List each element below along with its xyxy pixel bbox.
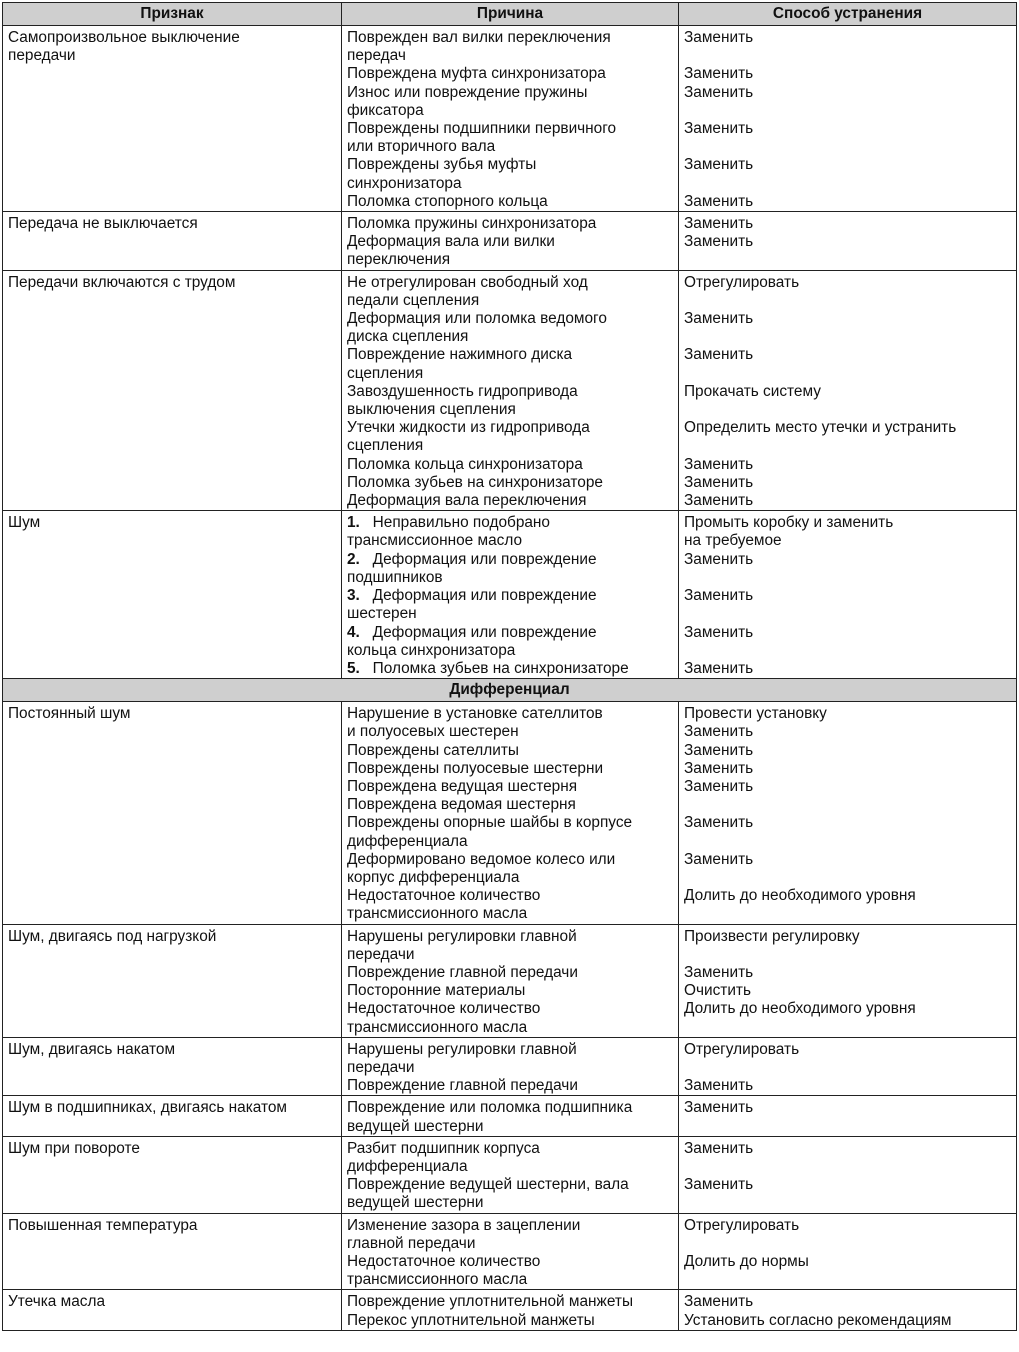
troubleshooting-sheet <box>2 2 1016 1331</box>
remedy-line: Заменить <box>684 659 754 677</box>
cause-line: или вторичного вала <box>347 138 496 156</box>
cause-line: диска сцепления <box>347 328 469 346</box>
remedy-line: Заменить <box>684 492 754 510</box>
remedy-line: Заменить <box>684 741 754 759</box>
remedy-line <box>684 1019 1011 1037</box>
cause-line <box>347 642 673 660</box>
symptom-line: Самопроизвольное выключение <box>8 29 240 46</box>
cause-line: Повреждены зубья муфты <box>347 156 537 174</box>
remedy-line: Заменить <box>684 120 754 138</box>
cause-text: Деформация или повреждение <box>372 623 597 641</box>
cause-line: Повреждены полуосевые шестерни <box>347 759 604 777</box>
symptom-cell <box>3 1136 342 1213</box>
table-body <box>3 26 1017 1331</box>
remedy-line: Установить согласно рекомендациям <box>684 1311 952 1329</box>
symptom-cell <box>3 1213 342 1290</box>
cause-text: Деформация или повреждение <box>372 550 597 568</box>
cause-line: Повреждение или поломка подшипника <box>347 1099 633 1117</box>
section-title: Дифференциал <box>3 679 1017 702</box>
symptom-line: Шум в подшипниках, двигаясь накатом <box>8 1099 288 1117</box>
remedy-line: Отрегулировать <box>684 273 800 291</box>
cause-text: шестерен <box>347 605 417 623</box>
symptom-cell <box>3 1037 342 1096</box>
cause-line: переключения <box>347 251 451 269</box>
remedy-line: Заменить <box>684 1176 754 1194</box>
symptom-cell <box>3 924 342 1037</box>
remedy-line: Долить до нормы <box>684 1253 809 1270</box>
table-row <box>3 924 1017 1037</box>
remedy-line: Заменить <box>684 623 754 641</box>
cause-text: Деформация или повреждение <box>372 587 597 605</box>
cause-line: Повреждены подшипники первичного <box>347 120 617 138</box>
remedy-line: Прокачать систему <box>684 382 821 400</box>
cause-text: кольца синхронизатора <box>347 641 516 659</box>
cause-line: трансмиссионного масла <box>347 1271 528 1289</box>
remedy-line: Заменить <box>684 963 754 981</box>
symptom-cell <box>3 1290 342 1330</box>
remedy-line: Заменить <box>684 156 754 174</box>
remedy-line: Заменить <box>684 1099 754 1117</box>
remedy-cell <box>679 1213 1017 1290</box>
cause-line: синхронизатора <box>347 174 462 192</box>
remedy-cell <box>679 511 1017 679</box>
cause-cell <box>342 1096 679 1136</box>
cause-line: передачи <box>347 945 415 963</box>
cause-line <box>347 514 673 532</box>
symptom-line: Шум, двигаясь накатом <box>8 1040 176 1058</box>
cause-line: сцепления <box>347 364 424 382</box>
cause-cell <box>342 1037 679 1096</box>
symptom-line: Повышенная температура <box>8 1216 198 1234</box>
cause-line: Повреждение главной передачи <box>347 963 578 981</box>
remedy-line <box>684 1194 1011 1212</box>
cause-line <box>347 532 673 550</box>
remedy-line <box>684 175 1011 193</box>
cause-line: трансмиссионного масла <box>347 1018 528 1036</box>
cause-line: трансмиссионного масла <box>347 905 528 923</box>
remedy-line: на требуемое <box>684 532 782 550</box>
cause-line <box>347 605 673 623</box>
symptom-cell <box>3 270 342 511</box>
remedy-line: Заменить <box>684 1139 754 1157</box>
remedy-cell <box>679 924 1017 1037</box>
symptom-line: передачи <box>8 47 76 65</box>
remedy-line <box>684 365 1011 383</box>
symptom-cell <box>3 212 342 271</box>
cause-line: передач <box>347 47 406 65</box>
cause-text: трансмиссионное масло <box>347 532 523 550</box>
cause-line: Утечки жидкости из гидропривода <box>347 419 590 437</box>
remedy-line <box>684 833 1011 851</box>
remedy-line: Заменить <box>684 65 754 83</box>
cause-cell <box>342 511 679 679</box>
cause-line: Поломка пружины синхронизатора <box>347 215 597 233</box>
cause-line: Нарушение в установке сателлитов <box>347 705 603 723</box>
remedy-line: Произвести регулировку <box>684 927 860 945</box>
cause-line <box>347 569 673 587</box>
remedy-line <box>684 946 1011 964</box>
cause-line: Повреждены опорные шайбы в корпусе <box>347 814 633 832</box>
cause-line: Деформация или поломка ведомого <box>347 310 607 328</box>
table-row <box>3 1136 1017 1213</box>
cause-line: дифференциала <box>347 832 468 850</box>
cause-line: Нарушены регулировки главной <box>347 1040 577 1058</box>
remedy-line: Заменить <box>684 346 754 364</box>
remedy-line: Долить до необходимого уровня <box>684 1000 916 1018</box>
cause-line: выключения сцепления <box>347 401 516 419</box>
remedy-line: Заменить <box>684 192 754 210</box>
cause-line: Повреждение ведущей шестерни, вала <box>347 1176 629 1194</box>
cause-text: Неправильно подобрано <box>372 514 550 532</box>
remedy-line: Отрегулировать <box>684 1216 800 1234</box>
cause-text: Поломка зубьев на синхронизаторе <box>372 659 629 677</box>
cause-cell <box>342 1290 679 1330</box>
cause-cell <box>342 702 679 924</box>
table-row <box>3 270 1017 511</box>
cause-line: Посторонние материалы <box>347 982 526 1000</box>
cause-number: 2. <box>347 550 360 568</box>
remedy-cell <box>679 270 1017 511</box>
cause-cell <box>342 270 679 511</box>
symptom-line: Передачи включаются с трудом <box>8 273 236 291</box>
cause-line <box>347 624 673 642</box>
cause-line: Разбит подшипник корпуса <box>347 1139 540 1157</box>
remedy-cell <box>679 212 1017 271</box>
cause-line: и полуосевых шестерен <box>347 723 519 741</box>
table-row <box>3 1213 1017 1290</box>
table-row <box>3 1037 1017 1096</box>
cause-line: Деформировано ведомое колесо или <box>347 850 616 868</box>
symptom-line: Постоянный шум <box>8 705 131 723</box>
remedy-cell <box>679 702 1017 924</box>
remedy-line <box>684 869 1011 887</box>
table-row <box>3 511 1017 679</box>
remedy-line <box>684 47 1011 65</box>
cause-line: Повреждена муфта синхронизатора <box>347 65 606 83</box>
cause-line: Поломка стопорного кольца <box>347 192 548 210</box>
remedy-line: Заменить <box>684 1077 754 1095</box>
cause-line: Завоздушенность гидропривода <box>347 382 578 400</box>
cause-line: Нарушены регулировки главной <box>347 927 577 945</box>
remedy-cell <box>679 1096 1017 1136</box>
symptom-line: Утечка масла <box>8 1293 106 1311</box>
cause-cell <box>342 1136 679 1213</box>
symptom-cell <box>3 1096 342 1136</box>
cause-cell <box>342 212 679 271</box>
cause-number: 1. <box>347 514 360 532</box>
remedy-line: Заменить <box>684 723 754 741</box>
cause-line: Повреждение нажимного диска <box>347 346 573 364</box>
remedy-line <box>684 1235 1011 1253</box>
symptom-line: Шум <box>8 514 41 532</box>
header-cause: Причина <box>342 3 679 26</box>
remedy-line: Долить до необходимого уровня <box>684 887 916 905</box>
remedy-cell <box>679 26 1017 212</box>
cause-line: Не отрегулирован свободный ход <box>347 273 588 291</box>
header-row <box>3 3 1017 26</box>
cause-line: Недостаточное количество <box>347 1253 541 1270</box>
symptom-cell <box>3 511 342 679</box>
remedy-line: Заменить <box>684 473 754 491</box>
remedy-line <box>684 1059 1011 1077</box>
cause-line: ведущей шестерни <box>347 1117 484 1135</box>
table-row <box>3 1096 1017 1136</box>
remedy-line <box>684 905 1011 923</box>
symptom-cell <box>3 26 342 212</box>
remedy-line <box>684 138 1011 156</box>
cause-line: сцепления <box>347 437 424 455</box>
cause-number: 3. <box>347 587 360 605</box>
remedy-line <box>684 102 1011 120</box>
remedy-line: Заменить <box>684 814 754 832</box>
troubleshooting-table <box>2 2 1017 1331</box>
symptom-line: Шум, двигаясь под нагрузкой <box>8 927 217 945</box>
remedy-line <box>684 292 1011 310</box>
remedy-line <box>684 251 1011 269</box>
cause-line: передачи <box>347 1058 415 1076</box>
remedy-line: Заменить <box>684 215 754 233</box>
remedy-line: Заменить <box>684 777 754 795</box>
table-row <box>3 1290 1017 1330</box>
cause-cell <box>342 26 679 212</box>
cause-line: ведущей шестерни <box>347 1194 484 1212</box>
remedy-line: Заменить <box>684 587 754 605</box>
cause-line <box>347 587 673 605</box>
cause-text: подшипников <box>347 568 443 586</box>
remedy-line <box>684 401 1011 419</box>
cause-line <box>347 660 673 678</box>
remedy-line <box>684 437 1011 455</box>
cause-line: Повреждена ведомая шестерня <box>347 796 576 814</box>
remedy-line: Заменить <box>684 759 754 777</box>
table-row <box>3 702 1017 924</box>
cause-cell <box>342 1213 679 1290</box>
remedy-line <box>684 796 1011 814</box>
remedy-line: Заменить <box>684 850 754 868</box>
cause-line <box>347 551 673 569</box>
cause-line: главной передачи <box>347 1234 476 1252</box>
remedy-cell <box>679 1136 1017 1213</box>
remedy-cell <box>679 1037 1017 1096</box>
cause-line: Поврежден вал вилки переключения <box>347 29 611 46</box>
remedy-line: Заменить <box>684 233 754 251</box>
remedy-line: Заменить <box>684 1293 754 1311</box>
remedy-line <box>684 642 1011 660</box>
cause-cell <box>342 924 679 1037</box>
remedy-line: Заменить <box>684 310 754 328</box>
cause-line: Повреждение главной передачи <box>347 1077 578 1095</box>
cause-line: Повреждены сателлиты <box>347 741 519 759</box>
remedy-line: Промыть коробку и заменить <box>684 514 894 532</box>
cause-line: дифференциала <box>347 1157 468 1175</box>
remedy-line: Определить место утечки и устранить <box>684 419 957 437</box>
cause-line: Поломка кольца синхронизатора <box>347 455 583 473</box>
remedy-line <box>684 605 1011 623</box>
remedy-line: Заменить <box>684 550 754 568</box>
cause-line: Повреждена ведущая шестерня <box>347 777 578 795</box>
remedy-line <box>684 328 1011 346</box>
header-remedy: Способ устранения <box>679 3 1017 26</box>
cause-line: Деформация вала переключения <box>347 492 587 510</box>
cause-line: Изменение зазора в зацеплении <box>347 1216 581 1234</box>
table-row <box>3 26 1017 212</box>
table-row <box>3 212 1017 271</box>
remedy-cell <box>679 1290 1017 1330</box>
remedy-line <box>684 1118 1011 1136</box>
cause-line: Недостаточное количество <box>347 1000 541 1018</box>
symptom-cell <box>3 702 342 924</box>
cause-line: педали сцепления <box>347 291 480 309</box>
remedy-line: Заменить <box>684 455 754 473</box>
cause-line: Деформация вала или вилки <box>347 233 555 251</box>
cause-number: 5. <box>347 659 360 677</box>
cause-line: фиксатора <box>347 101 424 119</box>
cause-line: Перекос уплотнительной манжеты <box>347 1311 595 1329</box>
cause-line: Недостаточное количество <box>347 887 541 905</box>
remedy-line: Очистить <box>684 982 751 1000</box>
section-row <box>3 679 1017 702</box>
remedy-line <box>684 1158 1011 1176</box>
symptom-line: Шум при повороте <box>8 1139 140 1157</box>
symptom-line: Передача не выключается <box>8 215 198 233</box>
remedy-line <box>684 1271 1011 1289</box>
header-symptom: Признак <box>3 3 342 26</box>
cause-line: Поломка зубьев на синхронизаторе <box>347 473 603 491</box>
cause-line: Износ или повреждение пружины <box>347 83 588 101</box>
remedy-line: Заменить <box>684 29 754 46</box>
cause-number: 4. <box>347 623 360 641</box>
cause-line: Повреждение уплотнительной манжеты <box>347 1293 634 1311</box>
cause-line: корпус дифференциала <box>347 868 520 886</box>
remedy-line <box>684 569 1011 587</box>
remedy-line: Провести установку <box>684 705 827 723</box>
remedy-line: Отрегулировать <box>684 1040 800 1058</box>
remedy-line: Заменить <box>684 83 754 101</box>
